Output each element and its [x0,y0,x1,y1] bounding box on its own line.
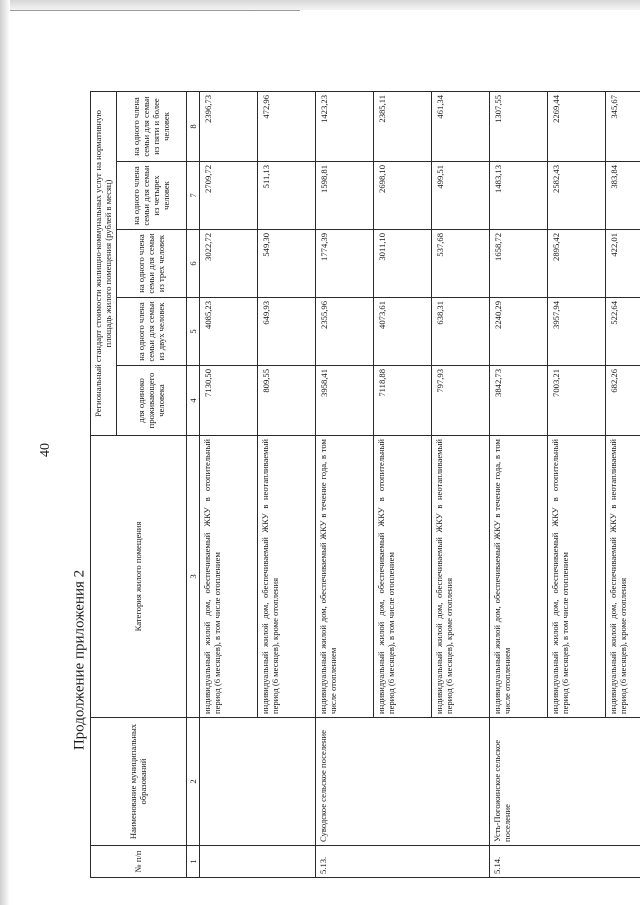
cost-value: 1774,39 [315,230,373,298]
housing-cost-table [90,91,640,878]
row-number [605,846,640,878]
cost-value: 3842,73 [489,366,547,436]
cost-value: 537,68 [431,230,489,298]
municipality-name: Суводское сельское поселение [315,718,373,846]
cost-value: 1307,55 [489,91,547,161]
cost-value: 511,13 [257,162,315,230]
cost-value: 3022,72 [199,230,257,298]
cost-value: 1423,23 [315,91,373,161]
housing-category: индивидуальный жилой дом, обеспечиваемый ЖКУ в отопительный период (6 месяцев), в том числе отоплением [199,436,257,718]
index-cell: 2 [186,718,199,846]
scan-shadow-left [0,0,10,905]
housing-category: индивидуальный жилой дом, обеспечиваемый ЖКУ в неотапливаемый период (6 месяцев), кроме отопления [257,436,315,718]
column-index-row [186,91,199,877]
row-number [257,846,315,878]
header-col-category: Категория жилого помещения [91,436,187,718]
cost-value: 797,93 [431,366,489,436]
cost-value: 422,01 [605,230,640,298]
cost-value: 499,51 [431,162,489,230]
cost-value: 461,34 [431,91,489,161]
header-col-name: Наименование муниципальных образований [91,718,187,846]
table-row [547,91,605,877]
header-col-family4: на одного члена семьи для семьи из четырех человек [116,162,186,230]
housing-category: индивидуальный жилой дом, обеспечиваемый ЖКУ в течение года, в том числе отоплением [489,436,547,718]
scan-shadow-top [0,0,640,10]
row-number [431,846,489,878]
header-group-standard: Региональный стандарт стоимости жилищно-коммунальных услуг на нормативную площадь жилого помещения (рублей в месяц) [91,91,117,435]
index-cell: 1 [186,846,199,878]
cost-value: 2396,73 [199,91,257,161]
cost-value: 472,96 [257,91,315,161]
municipality-name [605,718,640,846]
header-col-family2: на одного члена семьи для семьи из двух человек [116,298,186,366]
table-row [605,91,640,877]
cost-value: 4073,61 [373,298,431,366]
cost-value: 7130,50 [199,366,257,436]
cost-value: 2385,11 [373,91,431,161]
housing-category: индивидуальный жилой дом, обеспечиваемый ЖКУ в неотапливаемый период (6 месяцев), кроме отопления [605,436,640,718]
cost-value: 7003,21 [547,366,605,436]
index-cell: 7 [186,162,199,230]
municipality-name [547,718,605,846]
index-cell: 8 [186,91,199,161]
row-number: 5.13. [315,846,373,878]
table-row [373,91,431,877]
table-row [257,91,315,877]
cost-value: 3957,94 [547,298,605,366]
index-cell: 3 [186,436,199,718]
table-frame [90,92,629,878]
cost-value: 549,30 [257,230,315,298]
row-number [373,846,431,878]
row-number [547,846,605,878]
cost-value: 3958,41 [315,366,373,436]
cost-value: 4085,23 [199,298,257,366]
cost-value: 2355,96 [315,298,373,366]
cost-value: 649,93 [257,298,315,366]
housing-category: индивидуальный жилой дом, обеспечиваемый ЖКУ в отопительный период (6 месяцев), в том числе отоплением [547,436,605,718]
municipality-name [257,718,315,846]
row-number: 5.14. [489,846,547,878]
index-cell: 6 [186,230,199,298]
table-row [315,91,373,877]
cost-value: 2269,44 [547,91,605,161]
housing-category: индивидуальный жилой дом, обеспечиваемый ЖКУ в неотапливаемый период (6 месяцев), кроме отопления [431,436,489,718]
cost-value: 2240,29 [489,298,547,366]
header-col-family3: на одного члена семьи для семьи из трех человек [116,230,186,298]
cost-value: 7118,88 [373,366,431,436]
municipality-name [431,718,489,846]
index-cell: 4 [186,366,199,436]
appendix-title: Продолжение приложения 2 [71,569,88,751]
cost-value: 638,31 [431,298,489,366]
row-number [199,846,257,878]
cost-value: 682,26 [605,366,640,436]
municipality-name [373,718,431,846]
index-cell: 5 [186,298,199,366]
table-row [431,91,489,877]
header-row-1 [91,91,117,877]
cost-value: 1483,13 [489,162,547,230]
municipality-name: Усть-Погожинское сельское поселение [489,718,547,846]
table-row [489,91,547,877]
housing-category: индивидуальный жилой дом, обеспечиваемый ЖКУ в течение года, в том числе отоплением [315,436,373,718]
cost-value: 809,55 [257,366,315,436]
header-col-family5: на одного члена семьи для семьи из пяти и более человек [116,91,186,161]
cost-value: 345,67 [605,91,640,161]
cost-value: 383,84 [605,162,640,230]
housing-category: индивидуальный жилой дом, обеспечиваемый ЖКУ в отопительный период (6 месяцев), в том числе отоплением [373,436,431,718]
header-col-num: № п/п [91,846,187,878]
cost-value: 3011,10 [373,230,431,298]
scan-line-top [0,10,300,11]
cost-value: 2895,42 [547,230,605,298]
cost-value: 522,64 [605,298,640,366]
cost-value: 2698,10 [373,162,431,230]
cost-value: 2582,43 [547,162,605,230]
cost-value: 1598,81 [315,162,373,230]
rotated-table-container [90,92,629,878]
table-body [199,91,640,877]
table-row [199,91,257,877]
municipality-name [199,718,257,846]
page-number: 40 [38,443,53,457]
header-col-single: для одиноко проживающего человека [116,366,186,436]
cost-value: 1658,72 [489,230,547,298]
cost-value: 2709,72 [199,162,257,230]
